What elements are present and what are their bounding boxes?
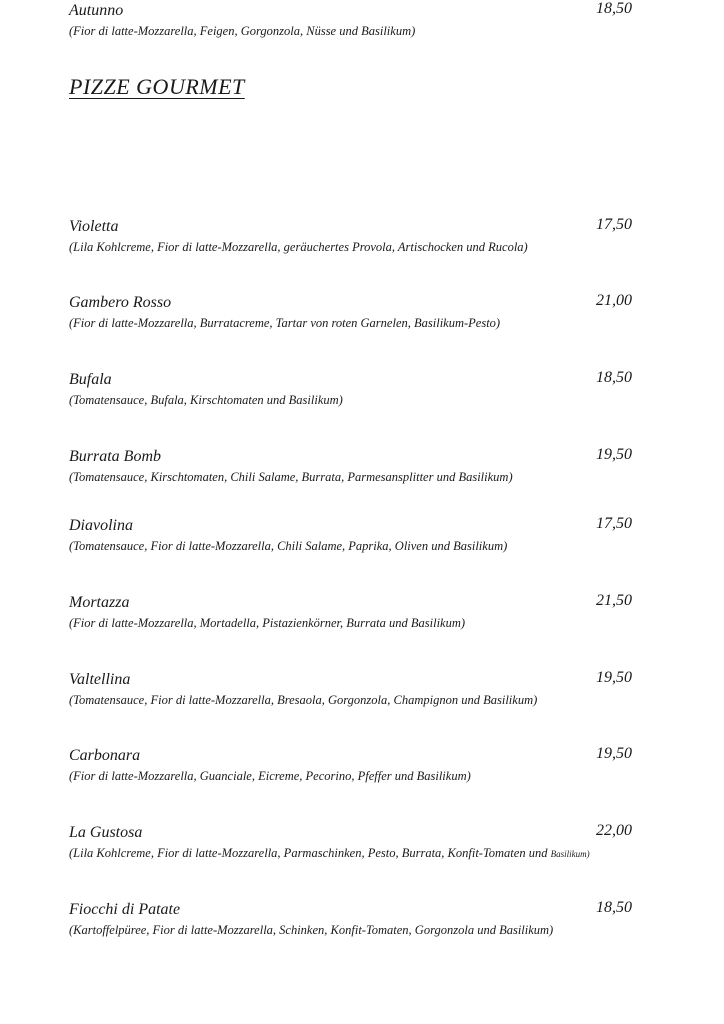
item-description: (Kartoffelpüree, Fior di latte-Mozzarella, Schinken, Konfit-Tomaten, Gorgonzola und Basilikum) bbox=[69, 923, 554, 937]
item-name: Fiocchi di Patate bbox=[69, 901, 181, 918]
menu-item bbox=[69, 0, 669, 39]
item-price: 17,50 bbox=[596, 216, 632, 233]
item-name: Mortazza bbox=[69, 594, 130, 611]
item-description: (Fior di latte-Mozzarella, Feigen, Gorgonzola, Nüsse und Basilikum) bbox=[69, 24, 416, 38]
item-description: (Tomatensauce, Fior di latte-Mozzarella, Chili Salame, Paprika, Oliven und Basilikum) bbox=[69, 539, 508, 553]
menu-title: PIZZE GOURMET bbox=[69, 74, 245, 99]
item-description: (Tomatensauce, Fior di latte-Mozzarella, Bresaola, Gorgonzola, Champignon und Basilikum) bbox=[69, 693, 538, 707]
item-description: (Tomatensauce, Kirschtomaten, Chili Salame, Burrata, Parmesansplitter und Basilikum) bbox=[69, 470, 513, 484]
item-price: 18,50 bbox=[596, 0, 632, 17]
item-price: 21,50 bbox=[596, 592, 632, 609]
item-name: Valtellina bbox=[69, 671, 131, 688]
item-name: Carbonara bbox=[69, 747, 141, 764]
menu-item bbox=[69, 899, 669, 938]
item-name: La Gustosa bbox=[69, 824, 143, 841]
item-name: Autunno bbox=[69, 2, 124, 19]
item-price: 18,50 bbox=[596, 369, 632, 386]
item-description: (Fior di latte-Mozzarella, Burratacreme, Tartar von roten Garnelen, Basilikum-Pesto) bbox=[69, 316, 501, 330]
item-name: Bufala bbox=[69, 371, 112, 388]
item-price: 19,50 bbox=[596, 745, 632, 762]
item-name: Burrata Bomb bbox=[69, 448, 161, 465]
menu-item bbox=[69, 592, 669, 631]
item-price: 21,00 bbox=[596, 292, 632, 309]
item-price: 17,50 bbox=[596, 515, 632, 532]
menu-item bbox=[69, 745, 669, 784]
menu-item bbox=[69, 446, 669, 485]
item-name: Diavolina bbox=[69, 517, 133, 534]
menu-item bbox=[69, 369, 669, 408]
item-price: 18,50 bbox=[596, 899, 632, 916]
item-description: (Lila Kohlcreme, Fior di latte-Mozzarella, Parmaschinken, Pesto, Burrata, Konfit-Tomaten und Basilikum) bbox=[69, 846, 590, 860]
item-description: (Fior di latte-Mozzarella, Guanciale, Eicreme, Pecorino, Pfeffer und Basilikum) bbox=[69, 769, 471, 783]
item-name: Violetta bbox=[69, 218, 119, 235]
menu-item bbox=[69, 822, 669, 861]
item-description: (Tomatensauce, Bufala, Kirschtomaten und Basilikum) bbox=[69, 393, 343, 407]
item-description: (Fior di latte-Mozzarella, Mortadella, Pistazienkörner, Burrata und Basilikum) bbox=[69, 616, 466, 630]
item-price: 19,50 bbox=[596, 669, 632, 686]
menu-item bbox=[69, 669, 669, 708]
menu-item bbox=[69, 292, 669, 331]
item-description: (Lila Kohlcreme, Fior di latte-Mozzarella, geräuchertes Provola, Artischocken und Rucola) bbox=[69, 240, 528, 254]
item-price: 22,00 bbox=[596, 822, 632, 839]
item-name: Gambero Rosso bbox=[69, 294, 172, 311]
item-price: 19,50 bbox=[596, 446, 632, 463]
menu-item bbox=[69, 515, 669, 554]
menu-item bbox=[69, 216, 669, 255]
item-description-small: Basilikum) bbox=[550, 849, 590, 859]
